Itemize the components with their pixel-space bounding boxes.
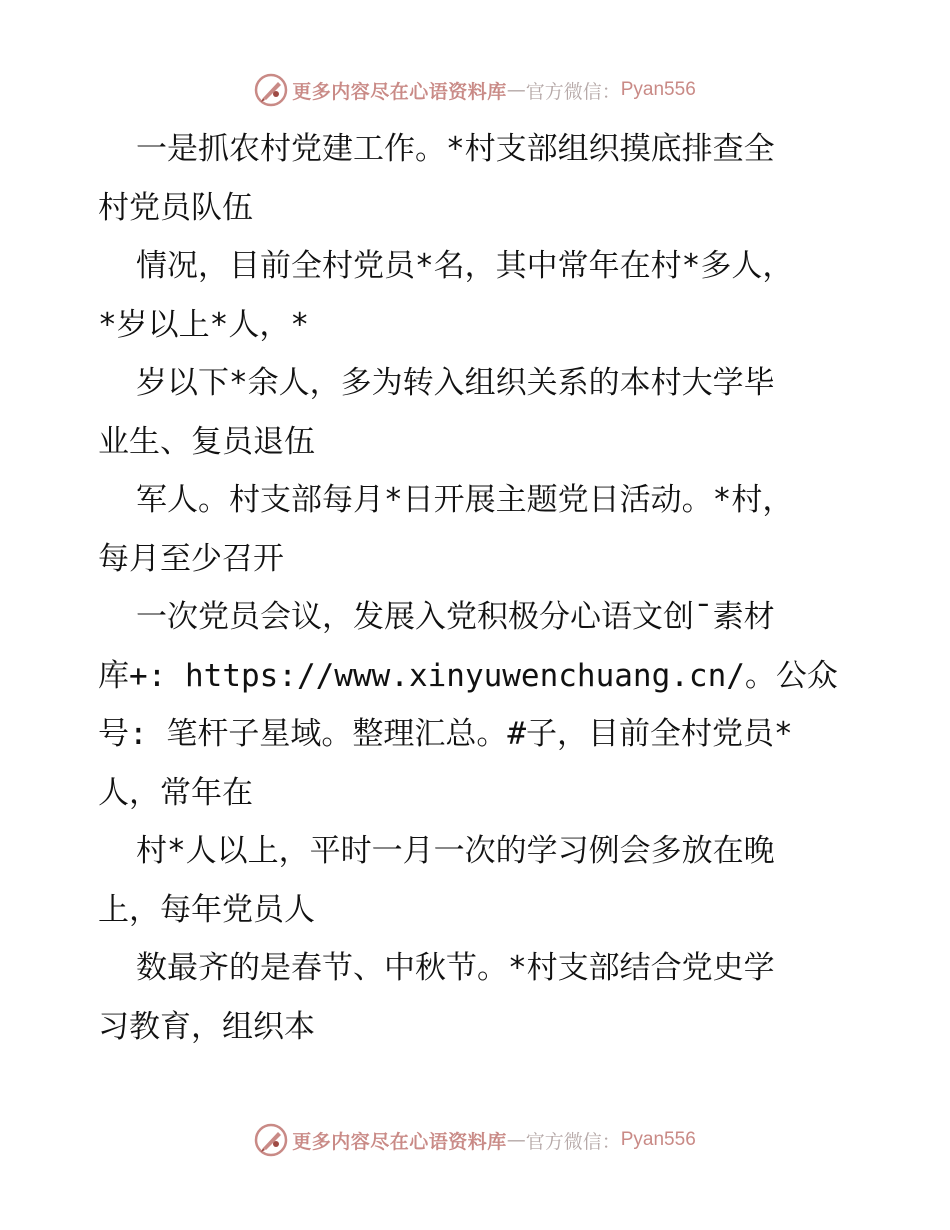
text-line: 上，每年党员人 bbox=[98, 891, 315, 928]
watermark-account: Pyan556 bbox=[620, 1129, 696, 1150]
watermark-official: 官方微信： bbox=[525, 80, 621, 103]
watermark-account: Pyan556 bbox=[620, 79, 696, 100]
watermark-title: 更多内容尽在心语资料库 bbox=[292, 1130, 507, 1153]
footer-watermark bbox=[0, 1120, 950, 1160]
text-line: 军人。村支部每月*日开展主题党日活动。*村， bbox=[136, 482, 794, 518]
text-line: 村党员队伍 bbox=[98, 189, 253, 226]
watermark-dash: — bbox=[506, 1129, 526, 1151]
text-line: 每月至少召开 bbox=[98, 540, 284, 577]
text-line: 业生、复员退伍 bbox=[98, 423, 315, 460]
watermark-official: 官方微信： bbox=[525, 1130, 621, 1153]
text-line: 一次党员会议，发展入党积极分心语文创¯素材 bbox=[136, 599, 775, 635]
text-line: 习教育，组织本 bbox=[98, 1008, 315, 1045]
watermark-dash: — bbox=[506, 79, 526, 101]
text-line: 库+: https://www.xinyuwenchuang.cn/。公众 bbox=[98, 657, 838, 694]
body-text bbox=[98, 120, 858, 1056]
text-line: *岁以上*人，* bbox=[98, 306, 309, 343]
text-line: 村*人以上，平时一月一次的学习例会多放在晚 bbox=[136, 833, 775, 869]
text-line: 一是抓农村党建工作。*村支部组织摸底排查全 bbox=[136, 131, 775, 167]
pen-logo-icon bbox=[254, 1123, 288, 1157]
watermark-title: 更多内容尽在心语资料库 bbox=[292, 80, 507, 103]
header-watermark bbox=[0, 70, 950, 110]
pen-logo-icon bbox=[254, 73, 288, 107]
text-line: 岁以下*余人，多为转入组织关系的本村大学毕 bbox=[136, 365, 775, 401]
text-line: 号: 笔杆子星域。整理汇总。#子，目前全村党员* bbox=[98, 716, 793, 752]
text-line: 数最齐的是春节、中秋节。*村支部结合党史学 bbox=[136, 950, 775, 986]
text-line: 人，常年在 bbox=[98, 774, 253, 811]
text-line: 情况，目前全村党员*名，其中常年在村*多人， bbox=[136, 248, 794, 284]
